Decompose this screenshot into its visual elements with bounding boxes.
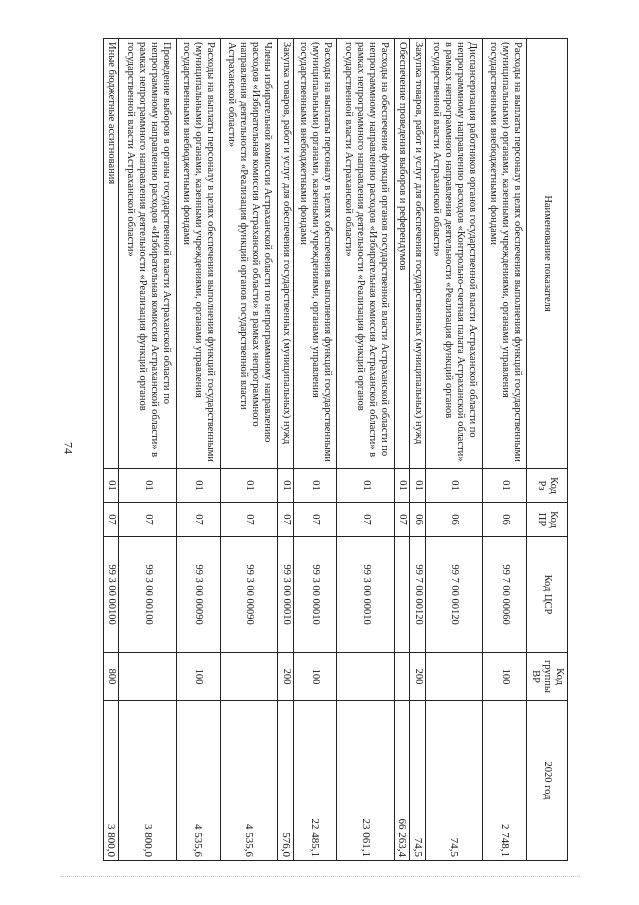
header-name: Наименование показателя: [527, 39, 568, 469]
row-amount: 23 061,1: [337, 701, 395, 861]
row-name: Закупка товаров, работ и услуг для обеспечения государственных (муниципальных) нужд: [410, 39, 425, 469]
table-row: [177, 39, 221, 861]
row-pr: 06: [425, 503, 483, 537]
row-name: Обеспечение проведения выборов и референдумов: [395, 39, 410, 469]
row-rz: 01: [337, 469, 395, 503]
row-pr: 07: [293, 503, 337, 537]
table-row: [483, 39, 527, 861]
row-csr: 99 7 00 00120: [410, 537, 425, 653]
row-amount: 74,5: [425, 701, 483, 861]
row-vr: 200: [278, 653, 293, 701]
row-pr: 07: [119, 503, 177, 537]
row-rz: 01: [177, 469, 221, 503]
budget-table: [103, 38, 568, 861]
row-amount: 576,0: [278, 701, 293, 861]
row-csr: 99 3 00 00010: [337, 537, 395, 653]
header-rz: Код Рз: [527, 469, 568, 503]
table-row: [278, 39, 293, 861]
row-name: Расходы на выплаты персоналу в целях обеспечения выполнения функций государственными (муниципальными) органами, казенными учреждениями, органами управления государственными внебюджетными фондами: [177, 39, 221, 469]
row-vr: [337, 653, 395, 701]
row-csr: 99 3 00 00010: [278, 537, 293, 653]
budget-table-area: [103, 38, 568, 860]
row-name: Закупка товаров, работ и услуг для обеспечения государственных (муниципальных) нужд: [278, 39, 293, 469]
table-row: [119, 39, 177, 861]
row-csr: [395, 537, 410, 653]
header-row: [527, 39, 568, 861]
row-vr: 200: [410, 653, 425, 701]
row-rz: 01: [119, 469, 177, 503]
budget-table-rotated: [103, 38, 568, 860]
row-amount: 22 485,1: [293, 701, 337, 861]
row-csr: 99 3 00 00090: [220, 537, 278, 653]
row-rz: 01: [395, 469, 410, 503]
row-name: Члены избирательной комиссии Астраханской области по непрограммному направлению расходов «Избирательная комиссия Астраханской области» в рамках непрограммного направления деятельности «Реализация функций органов государственной власти Астраханской области»: [220, 39, 278, 469]
row-csr: 99 3 00 00100: [104, 537, 119, 653]
table-row: [410, 39, 425, 861]
row-vr: [395, 653, 410, 701]
row-pr: 07: [278, 503, 293, 537]
page-number: 74: [61, 442, 76, 454]
row-vr: 100: [293, 653, 337, 701]
header-pr: Код ПР: [527, 503, 568, 537]
row-name: Иные бюджетные ассигнования: [104, 39, 119, 469]
table-row: [337, 39, 395, 861]
row-amount: 66 263,4: [395, 701, 410, 861]
row-rz: 01: [220, 469, 278, 503]
row-pr: 07: [220, 503, 278, 537]
row-rz: 01: [425, 469, 483, 503]
table-row: [220, 39, 278, 861]
row-pr: 06: [410, 503, 425, 537]
row-rz: 01: [104, 469, 119, 503]
row-pr: 07: [177, 503, 221, 537]
header-vr: Код группы ВР: [527, 653, 568, 701]
row-pr: 07: [395, 503, 410, 537]
row-amount: 74,5: [410, 701, 425, 861]
row-rz: 01: [410, 469, 425, 503]
row-vr: 100: [177, 653, 221, 701]
row-amount: 4 535,6: [220, 701, 278, 861]
row-amount: 2 748,1: [483, 701, 527, 861]
table-row: [425, 39, 483, 861]
row-vr: [119, 653, 177, 701]
row-amount: 3 800,0: [104, 701, 119, 861]
header-year: 2020 год: [527, 701, 568, 861]
row-rz: 01: [278, 469, 293, 503]
row-name: Диспансеризация работников органов государственной власти Астраханской области по непрограммному направлению расходов «Контрольно-счетная палата Астраханской области» в рамках непрограммного направления деятельности «Реализация функций органов государственной власти Астраханской области»: [425, 39, 483, 469]
row-name: Расходы на обеспечение функций органов государственной власти Астраханской области по непрограммному направлению расходов «Избирательная комиссия Астраханской области» в рамках непрограммного направления деятельности «Реализация функций органов государственной власти Астраханской области»: [337, 39, 395, 469]
row-csr: 99 7 00 00060: [483, 537, 527, 653]
row-csr: 99 3 00 00090: [177, 537, 221, 653]
row-vr: [220, 653, 278, 701]
table-row: [104, 39, 119, 861]
row-csr: 99 7 00 00120: [425, 537, 483, 653]
row-csr: 99 3 00 00100: [119, 537, 177, 653]
row-name: Расходы на выплаты персоналу в целях обеспечения выполнения функций государственными (муниципальными) органами, казенными учреждениями, органами управления государственными внебюджетными фондами: [293, 39, 337, 469]
row-name: Проведение выборов в органы государственной власти Астраханской области по непрограммному направлению расходов «Избирательная комиссия Астраханской области» в рамках непрограммного направления деятельности «Реализация функций органов государственной власти Астраханской области»: [119, 39, 177, 469]
row-pr: 07: [104, 503, 119, 537]
row-csr: 99 3 00 00010: [293, 537, 337, 653]
row-amount: 4 535,6: [177, 701, 221, 861]
row-vr: [425, 653, 483, 701]
table-row: [293, 39, 337, 861]
row-name: Расходы на выплаты персоналу в целях обеспечения выполнения функций государственными (муниципальными) органами, казенными учреждениями, органами управления государственными внебюджетными фондами: [483, 39, 527, 469]
row-rz: 01: [293, 469, 337, 503]
scan-edge: [60, 876, 580, 878]
row-rz: 01: [483, 469, 527, 503]
header-csr: Код ЦСР: [527, 537, 568, 653]
row-vr: 800: [104, 653, 119, 701]
row-pr: 06: [483, 503, 527, 537]
row-pr: 07: [337, 503, 395, 537]
table-row: [395, 39, 410, 861]
row-vr: 100: [483, 653, 527, 701]
row-amount: 3 800,0: [119, 701, 177, 861]
